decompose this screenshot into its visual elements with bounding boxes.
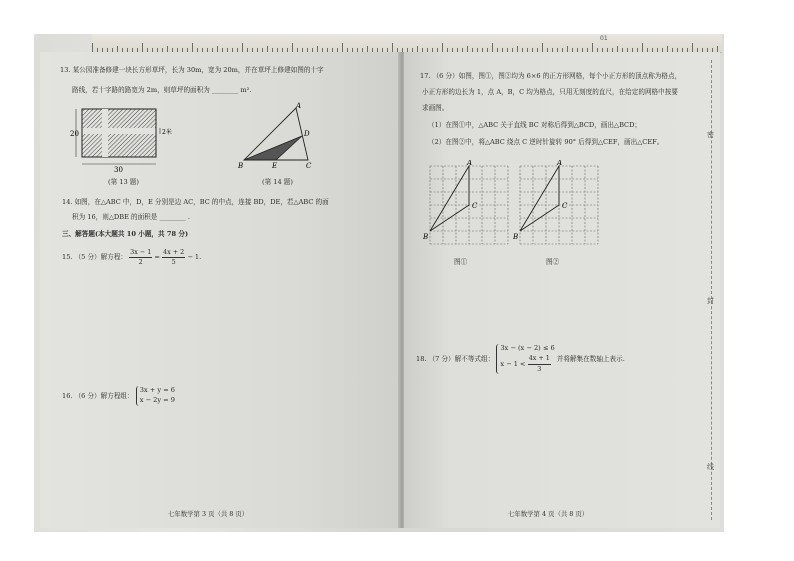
fig14-caption: (第 14 题) (262, 178, 293, 186)
vertex-label-a: A (557, 160, 563, 167)
margin-char-3: 线 (707, 463, 714, 471)
ruler-tick (692, 43, 693, 52)
figure-14-triangle (236, 102, 318, 170)
page-4-footer: 七年数学第 4 页（共 8 页） (508, 510, 589, 518)
margin-char-1: 密 (707, 131, 714, 139)
q14-line2: 积为 16，则△DBE 的面积是 ________ . (72, 213, 191, 221)
svg-text:C: C (306, 162, 312, 170)
fig13-height-label: 20 (70, 130, 79, 138)
grid2-caption: 图② (546, 258, 560, 266)
triangle-abc (520, 166, 559, 231)
q17-sub1: （1）在图①中，△ABC 关于直线 BC 对称后得到△BCD，画出△BCD； (428, 121, 641, 129)
svg-text:B: B (238, 162, 244, 170)
figure-13-lawn (64, 104, 184, 178)
q13-line1: 13. 某公园准备修建一块长方形草坪，长为 30m，宽为 20m，并在草坪上修建如图的十字 (60, 66, 324, 74)
ruler-tick (442, 43, 443, 52)
q15-fraction-1: $\frac{3x - 1}{2}$ (130, 248, 152, 266)
ruler-tick (192, 43, 193, 52)
q16-equation-system: 3x + y = 6 x − 2y = 9 (136, 386, 175, 406)
q17-line2: 小正方形的边长为 1，点 A，B，C 均为格点，只用无刻度的直尺，在给定的网格中按要 (422, 88, 678, 96)
q17-line3: 求画图。 (422, 104, 449, 112)
ruler-tick (642, 43, 643, 52)
ruler-tick (492, 43, 493, 52)
ruler-tick (342, 43, 343, 52)
vertex-label-c: C (472, 202, 478, 210)
grid-figure-1 (422, 160, 522, 252)
ruler-tick (292, 43, 293, 52)
grid-figure-2 (512, 160, 612, 252)
svg-text:D: D (304, 130, 310, 138)
section-3-heading: 三、解答题(本大题共 10 小题，共 78 分) (62, 230, 189, 238)
binding-dashed-line (711, 60, 712, 520)
ruler-tick (92, 43, 93, 52)
q13-line2: 路线，若十字路的路宽为 2m，则草坪的面积为 ________ m². (72, 86, 252, 94)
q18-inequality-system: 3x − (x − 2) ≤ 6 x − 1 < $\frac{4x + 1}{3}$ (496, 344, 554, 374)
fig13-width-label: 30 (114, 166, 123, 174)
ruler-tick (542, 43, 543, 52)
q15: 15. （5 分）解方程： $\frac{3x - 1}{2}$ = $\frac{4x + 2}{5}$ − 1. (62, 248, 202, 266)
vertex-label-a: A (467, 160, 473, 167)
vertex-label-b: B (423, 233, 429, 241)
q15-fraction-2: $\frac{4x + 2}{5}$ (163, 248, 185, 266)
q18: 18. （7 分）解不等式组： 3x − (x − 2) ≤ 6 x − 1 < $\frac{4x + 1}{3}$ 并将解集在数轴上表示. (416, 344, 625, 373)
vertex-label-b: B (513, 233, 519, 241)
margin-char-2: 封 (707, 297, 714, 305)
ruler-tick (242, 43, 243, 52)
q17-line1: 17. （6 分）如图，图①，图②均为 6×6 的正方形网格，每个小正方形的顶点称为格点， (420, 72, 682, 80)
ruler-number: 01 (600, 35, 608, 42)
ruler-tick (142, 43, 143, 52)
q14-line1: 14. 如图，在△ABC 中，D，E 分别是边 AC，BC 的中点，连接 BD，DE，若△ABC 的面 (62, 198, 329, 206)
page-3-footer: 七年数学第 3 页（共 8 页） (168, 510, 249, 518)
svg-text:A: A (296, 102, 302, 110)
q16: 16. （6 分）解方程组： 3x + y = 6 x − 2y = 9 (62, 386, 176, 404)
fig13-path-label: 2米 (162, 129, 172, 136)
svg-text:E: E (272, 162, 278, 170)
vertex-label-c: C (562, 202, 568, 210)
q17-sub2: （2）在图②中，将△ABC 绕点 C 逆时针旋转 90° 后得到△CEF，画出△CEF。 (428, 138, 664, 146)
triangle-abc (430, 166, 469, 231)
ruler (92, 34, 722, 53)
fig13-caption: (第 13 题) (108, 178, 139, 186)
ruler-tick (392, 43, 393, 52)
grid1-caption: 图① (454, 258, 468, 266)
ruler-tick (592, 43, 593, 52)
